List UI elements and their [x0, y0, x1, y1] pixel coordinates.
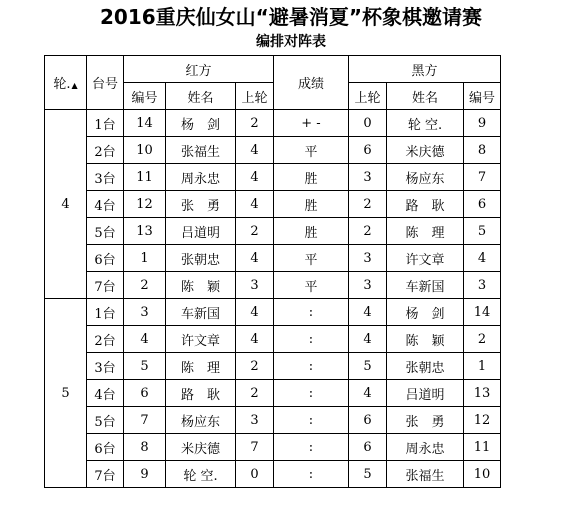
board-cell: 6台: [87, 434, 124, 461]
black-prev-cell: 6: [349, 137, 387, 164]
black-name-cell: 张福生: [387, 461, 464, 488]
red-name-cell: 陈 理: [166, 353, 236, 380]
table-row: [45, 272, 501, 299]
black-name-header: 姓名: [387, 83, 464, 110]
result-cell: + -: [274, 110, 349, 137]
black-number-cell: 7: [464, 164, 501, 191]
black-name-cell: 米庆德: [387, 137, 464, 164]
board-cell: 1台: [87, 110, 124, 137]
black-prev-cell: 4: [349, 380, 387, 407]
table-row: [45, 461, 501, 488]
round-cell: 5: [45, 299, 87, 488]
black-number-header: 编号: [464, 83, 501, 110]
dotted-divider: [0, 513, 582, 515]
board-cell: 7台: [87, 461, 124, 488]
result-cell: :: [274, 407, 349, 434]
red-name-cell: 张朝忠: [166, 245, 236, 272]
result-cell: :: [274, 461, 349, 488]
result-cell: :: [274, 353, 349, 380]
red-number-cell: 3: [124, 299, 166, 326]
black-name-cell: 张 勇: [387, 407, 464, 434]
black-prev-cell: 6: [349, 407, 387, 434]
result-cell: 胜: [274, 164, 349, 191]
black-number-cell: 12: [464, 407, 501, 434]
red-prev-cell: 7: [236, 434, 274, 461]
board-cell: 7台: [87, 272, 124, 299]
black-number-cell: 8: [464, 137, 501, 164]
red-prev-cell: 3: [236, 272, 274, 299]
black-name-cell: 吕道明: [387, 380, 464, 407]
black-number-cell: 3: [464, 272, 501, 299]
red-prev-cell: 4: [236, 137, 274, 164]
pairings-body: [45, 110, 501, 488]
black-name-cell: 杨 剑: [387, 299, 464, 326]
red-number-cell: 14: [124, 110, 166, 137]
table-row: [45, 326, 501, 353]
black-prev-cell: 5: [349, 461, 387, 488]
header-row-primary: [45, 56, 501, 83]
board-cell: 3台: [87, 353, 124, 380]
black-prev-cell: 4: [349, 299, 387, 326]
black-name-cell: 陈 理: [387, 218, 464, 245]
black-prev-cell: 0: [349, 110, 387, 137]
red-prev-cell: 4: [236, 245, 274, 272]
result-cell: 平: [274, 245, 349, 272]
board-cell: 2台: [87, 137, 124, 164]
black-number-cell: 10: [464, 461, 501, 488]
black-prev-cell: 4: [349, 326, 387, 353]
table-row: [45, 434, 501, 461]
board-cell: 5台: [87, 218, 124, 245]
black-prev-cell: 2: [349, 191, 387, 218]
red-name-cell: 陈 颖: [166, 272, 236, 299]
board-cell: 4台: [87, 380, 124, 407]
red-number-cell: 5: [124, 353, 166, 380]
board-cell: 4台: [87, 191, 124, 218]
red-name-cell: 张 勇: [166, 191, 236, 218]
black-number-cell: 5: [464, 218, 501, 245]
round-cell: 4: [45, 110, 87, 299]
black-number-cell: 1: [464, 353, 501, 380]
red-number-cell: 10: [124, 137, 166, 164]
red-prev-cell: 4: [236, 299, 274, 326]
table-row: [45, 380, 501, 407]
red-name-cell: 轮 空.: [166, 461, 236, 488]
board-header: 台号: [87, 56, 124, 110]
black-name-cell: 周永忠: [387, 434, 464, 461]
table-row: [45, 110, 501, 137]
red-prev-header: 上轮: [236, 83, 274, 110]
black-name-cell: 张朝忠: [387, 353, 464, 380]
red-name-cell: 许文章: [166, 326, 236, 353]
black-number-cell: 9: [464, 110, 501, 137]
red-name-cell: 杨应东: [166, 407, 236, 434]
red-number-cell: 1: [124, 245, 166, 272]
red-prev-cell: 0: [236, 461, 274, 488]
red-prev-cell: 2: [236, 353, 274, 380]
red-prev-cell: 2: [236, 110, 274, 137]
result-cell: :: [274, 299, 349, 326]
result-cell: 胜: [274, 191, 349, 218]
red-name-cell: 吕道明: [166, 218, 236, 245]
result-cell: 胜: [274, 218, 349, 245]
red-number-cell: 6: [124, 380, 166, 407]
table-row: [45, 191, 501, 218]
result-cell: 平: [274, 272, 349, 299]
pairings-table: [44, 55, 501, 488]
red-number-cell: 12: [124, 191, 166, 218]
red-number-cell: 11: [124, 164, 166, 191]
black-prev-cell: 3: [349, 245, 387, 272]
black-number-cell: 14: [464, 299, 501, 326]
result-cell: :: [274, 434, 349, 461]
round-header[interactable]: [45, 56, 87, 110]
sort-ascending-icon: ▲: [71, 81, 78, 90]
result-cell: 平: [274, 137, 349, 164]
red-number-cell: 4: [124, 326, 166, 353]
table-row: [45, 353, 501, 380]
black-name-cell: 轮 空.: [387, 110, 464, 137]
red-side-header: 红方: [124, 56, 274, 83]
board-cell: 6台: [87, 245, 124, 272]
board-cell: 5台: [87, 407, 124, 434]
black-prev-cell: 2: [349, 218, 387, 245]
red-prev-cell: 2: [236, 218, 274, 245]
black-number-cell: 6: [464, 191, 501, 218]
result-header: 成绩: [274, 56, 349, 110]
black-name-cell: 车新国: [387, 272, 464, 299]
black-name-cell: 许文章: [387, 245, 464, 272]
red-name-cell: 米庆德: [166, 434, 236, 461]
page-subtitle: 编排对阵表: [256, 34, 326, 50]
result-cell: :: [274, 380, 349, 407]
board-cell: 3台: [87, 164, 124, 191]
red-number-cell: 2: [124, 272, 166, 299]
red-prev-cell: 4: [236, 191, 274, 218]
page-title: 2016重庆仙女山“避暑消夏”杯象棋邀请赛: [100, 5, 482, 29]
table-row: [45, 245, 501, 272]
round-header-label: 轮.: [53, 77, 71, 92]
red-prev-cell: 2: [236, 380, 274, 407]
black-prev-cell: 5: [349, 353, 387, 380]
red-prev-cell: 3: [236, 407, 274, 434]
red-number-cell: 13: [124, 218, 166, 245]
red-name-cell: 杨 剑: [166, 110, 236, 137]
table-row: [45, 164, 501, 191]
red-number-cell: 7: [124, 407, 166, 434]
result-cell: :: [274, 326, 349, 353]
black-number-cell: 4: [464, 245, 501, 272]
red-name-cell: 周永忠: [166, 164, 236, 191]
table-row: [45, 218, 501, 245]
black-name-cell: 路 耿: [387, 191, 464, 218]
black-prev-cell: 3: [349, 164, 387, 191]
red-number-cell: 9: [124, 461, 166, 488]
black-number-cell: 13: [464, 380, 501, 407]
table-row: [45, 407, 501, 434]
black-number-cell: 2: [464, 326, 501, 353]
red-name-cell: 车新国: [166, 299, 236, 326]
black-side-header: 黑方: [349, 56, 501, 83]
black-prev-header: 上轮: [349, 83, 387, 110]
red-name-cell: 路 耿: [166, 380, 236, 407]
red-number-header: 编号: [124, 83, 166, 110]
red-prev-cell: 4: [236, 326, 274, 353]
black-name-cell: 杨应东: [387, 164, 464, 191]
board-cell: 1台: [87, 299, 124, 326]
black-number-cell: 11: [464, 434, 501, 461]
table-row: [45, 137, 501, 164]
red-name-cell: 张福生: [166, 137, 236, 164]
table-row: [45, 299, 501, 326]
board-cell: 2台: [87, 326, 124, 353]
black-prev-cell: 3: [349, 272, 387, 299]
red-prev-cell: 4: [236, 164, 274, 191]
red-number-cell: 8: [124, 434, 166, 461]
black-prev-cell: 6: [349, 434, 387, 461]
black-name-cell: 陈 颖: [387, 326, 464, 353]
red-name-header: 姓名: [166, 83, 236, 110]
